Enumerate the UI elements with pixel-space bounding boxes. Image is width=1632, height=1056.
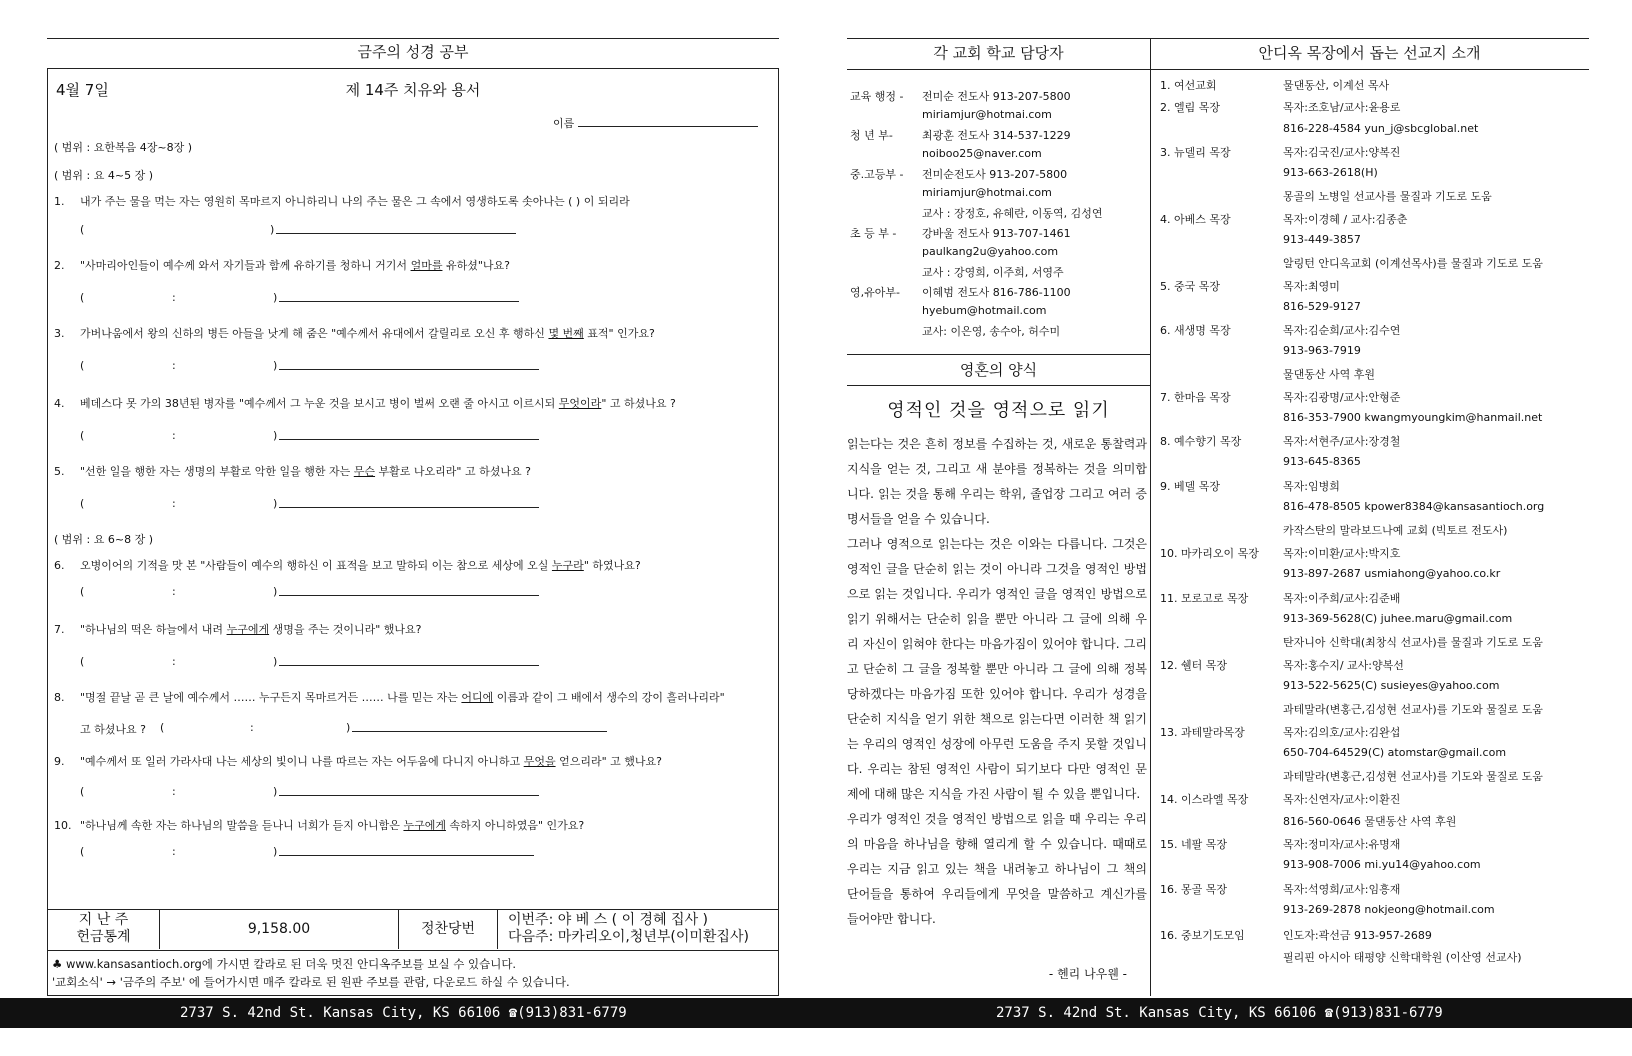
devotion-paragraph: 우리가 영적인 것을 영적인 방법으로 읽을 때 우리는 우리의 마음을 하나님을 향해 열리게 할 수 있습니다. 때때로 우리는 지금 읽고 있는 책을 내려놓고 하나님이 그 책의 단어들을 통하여 우리들에게 무엇을 말씀하고 계신가를 들어야만 합니다. — [847, 812, 1147, 926]
mission-note: 카작스탄의 말라보드나예 교회 (빅토르 전도사) — [1283, 524, 1508, 537]
mission-contact: 913-908-7006 mi.yu14@yahoo.com — [1283, 858, 1481, 871]
mission-entry: 6. 새생명 목장 목자:김순희/교사:김수연 — [1160, 324, 1401, 337]
question-1: 1. 내가 주는 물을 먹는 자는 영원히 목마르지 아니하리니 나의 주는 물은 그 속에서 영생하도록 솟아나는 ( ) 이 되리라 — [54, 195, 630, 208]
name-line — [578, 116, 758, 127]
teacher-staff: 교사 : 장정호, 유혜란, 이동역, 김성연 — [922, 207, 1103, 220]
devotion-body — [847, 432, 1147, 932]
teacher-entry: 초 등 부 - 강바울 전도사 913-707-1461 — [850, 227, 1071, 240]
offering-stats-row — [48, 909, 778, 951]
teacher-staff: 교사 : 강영희, 이주희, 서영주 — [922, 266, 1064, 279]
mission-entry: 13. 과테말라목장 목자:김의호/교사:김완섭 — [1160, 726, 1401, 739]
mission-contact: 913-449-3857 — [1283, 233, 1361, 246]
question-5: 5. "선한 일을 행한 자는 생명의 부활로 악한 일을 행한 자는 무슨 부활로 나오리라" 고 하셨나요 ? — [54, 465, 531, 478]
offering-amount: 9,158.00 — [247, 921, 311, 937]
mission-note: 물댄동산 사역 후원 — [1283, 368, 1376, 381]
footer-address-right: 2737 S. 42nd St. Kansas City, KS 66106 ☎(913)831-6779 — [996, 1005, 1443, 1021]
devotion-author: - 헨리 나우웬 - — [1048, 967, 1127, 981]
question-7: 7. "하나님의 떡은 하늘에서 내려 누구에게 생명을 주는 것이니라" 했나요? — [54, 623, 422, 636]
mission-entry: 8. 예수향기 목장 목자:서현주/교사:장경철 — [1160, 435, 1401, 448]
footer-address-left: 2737 S. 42nd St. Kansas City, KS 66106 ☎(913)831-6779 — [180, 1005, 627, 1021]
name-field[interactable] — [553, 115, 758, 131]
mission-entry: 11. 모로고로 목장 목자:이주희/교사:김준배 — [1160, 592, 1401, 605]
teacher-email: miriamjur@hotmai.com — [922, 186, 1052, 199]
mission-contact: 913-663-2618(H) — [1283, 166, 1378, 179]
teacher-email: paulkang2u@yahoo.com — [922, 245, 1059, 258]
devotion-paragraph: 읽는다는 것은 흔히 정보를 수집하는 것, 새로운 통찰력과 지식을 얻는 것, 그리고 새 분야를 정복하는 것을 의미합니다. 읽는 것을 통해 우리는 학위, 졸업장 그리고 여러 증명서들을 얻을 수 있습니다. — [847, 437, 1147, 526]
mission-note: 과테말라(변홍근,김성현 선교사)를 기도와 물질로 도움 — [1283, 770, 1543, 783]
devotion-section-title: 영혼의 양식 — [847, 354, 1150, 386]
question-9: 9. "예수께서 또 일러 가라사대 나는 세상의 빛이니 나를 따르는 자는 어두움에 다니지 아니하고 무엇을 얻으리라" 고 했나요? — [54, 755, 662, 768]
question-2: 2. "사마리아인들이 예수께 와서 자기들과 함께 유하기를 청하니 거기서 얼마를 유하셨"나요? — [54, 259, 510, 272]
mission-entry: 4. 아베스 목장 목자:이경혜 / 교사:김종춘 — [1160, 213, 1408, 226]
teacher-email: noiboo25@naver.com — [922, 147, 1042, 160]
meal-duty-schedule: 이번주: 야 베 스 ( 이 경혜 집사 ) 다음주: 마카리오이,청년부(이미환집사) — [508, 912, 749, 945]
name-label: 이름 — [553, 117, 575, 130]
mission-entry: 10. 마카리오이 목장 목자:이미환/교사:박지호 — [1160, 547, 1401, 560]
website-notice: ♣ www.kansasantioch.org에 가시면 칼라로 된 더욱 멋진 안디옥주보를 보실 수 있습니다. '교회소식' → '금주의 주보' 에 들어가시면 매주 칼라로 된 원판 주보를 관람, 다운로드 하실 수 있습니다. — [52, 957, 570, 989]
question-number: 1. — [54, 195, 65, 208]
question-3: 3. 가버나움에서 왕의 신하의 병든 아들을 낫게 해 줌은 "예수께서 유대에서 갈릴리로 오신 후 행하신 몇 번째 표적" 인가요? — [54, 327, 655, 340]
mission-contact: 913-369-5628(C) juhee.maru@gmail.com — [1283, 612, 1513, 625]
mission-contact: 816-478-8505 kpower8384@kansasantioch.org — [1283, 500, 1545, 513]
mission-contact: 816-560-0646 물댄동산 사역 후원 — [1283, 815, 1457, 828]
teacher-email: miriamjur@hotmai.com — [922, 108, 1052, 121]
teacher-email: hyebum@hotmail.com — [922, 304, 1047, 317]
mission-entry: 14. 이스라엘 목장 목자:신연자/교사:이환진 — [1160, 793, 1401, 806]
mission-note: 몽골의 노병일 선교사를 물질과 기도로 도움 — [1283, 190, 1492, 203]
column-divider — [1150, 38, 1151, 996]
mission-note: 과테말라(변홍근,김성현 선교사)를 기도와 물질로 도움 — [1283, 703, 1543, 716]
mission-entry: 16. 몽골 목장 목자:석영희/교사:임흥재 — [1160, 883, 1401, 896]
mission-entry: 3. 뉴델리 목장 목자:김국진/교사:양복진 — [1160, 146, 1401, 159]
range-label: ( 범위 : 요한복음 4장~8장 ) — [54, 141, 192, 154]
range-label: ( 범위 : 요 4~5 장 ) — [54, 169, 153, 182]
teacher-entry: 교육 행정 - 전미순 전도사 913-207-5800 — [850, 90, 1071, 103]
question-6: 6. 오병이어의 기적을 맛 본 "사람들이 예수의 행하신 이 표적을 보고 말하되 이는 참으로 세상에 오실 누구라" 하였나요? — [54, 559, 641, 572]
question-4: 4. 베데스다 못 가의 38년된 병자를 "예수께서 그 누운 것을 보시고 병이 벌써 오랜 줄 아시고 이르시되 무엇이라" 고 하셨나요 ? — [54, 397, 676, 410]
teacher-entry: 중.고등부 - 전미순전도사 913-207-5800 — [850, 168, 1068, 181]
mission-entry: 16. 중보기도모임 인도자:곽선금 913-957-2689 — [1160, 929, 1432, 942]
mission-note: 탄자니아 신학대(최창식 선교사)를 물질과 기도로 도움 — [1283, 636, 1543, 649]
mission-entry: 7. 한마음 목장 목자:김광명/교사:안형준 — [1160, 391, 1401, 404]
mission-contact: 913-269-2878 nokjeong@hotmail.com — [1283, 903, 1495, 916]
mission-contact: 913-645-8365 — [1283, 455, 1361, 468]
quiz-heading: 제 14주 치유와 용서 — [345, 81, 481, 99]
teacher-entry: 영,유아부- 이혜범 전도사 816-786-1100 — [850, 286, 1071, 299]
devotion-paragraph: 그러나 영적으로 읽는다는 것은 이와는 다릅니다. 그것은 영적인 글을 단순히 읽는 것이 아니라 그것을 영적인 방법으로 읽는 것입니다. 우리가 영적인 글을 영적인 방법으로 읽기 위해서는 단순히 읽을 뿐만 아니라 그 글에 의해 우리 자신이 읽혀야 한다는 마음가짐이 있어야 합니다. 그리고 단순히 그 글을 정복할 뿐만 아니라 그 글에 의해 정복당하겠다는 마음가짐 또한 있어야 합니다. 우리가 성경을 단순히 지식을 얻기 위한 책으로 읽는다면 이러한 책 읽기는 우리의 영적인 성장에 아무런 도움을 주지 못할 것입니다. 우리는 참된 영적인 사람이 되기보다 다만 영적인 문제에 대해 많은 지식을 가진 사람이 될 수 있을 뿐입니다. — [847, 537, 1147, 801]
mission-entry: 9. 베델 목장 목자:임병희 — [1160, 480, 1340, 493]
mission-entry: 1. 여선교회 물댄동산, 이계선 목사 — [1160, 79, 1390, 92]
question-10: 10. "하나님께 속한 자는 하나님의 말씀을 듣나니 너희가 듣지 아니함은 누구에게 속하지 아니하였음" 인가요? — [54, 819, 585, 832]
mission-entry: 2. 엘림 목장 목자:조호남/교사:윤용로 — [1160, 101, 1401, 114]
mission-note: 알링턴 안디옥교회 (이계선목사)를 물질과 기도로 도움 — [1283, 257, 1543, 270]
bible-study-quiz: 4월 7일 제 14주 치유와 용서 이름 ( 범위 : 요한복음 4장~8장 ) ( 범위 : 요 4~5 장 ) 1. 내가 주는 물을 먹는 자는 영원히 목마르지 아니하리니 나의 주는 물은 그 속에서 영생하도록 솟아나는 ( ) 이 되리라 ( ) 2. "사마리아인들이 예수께 와서 자기들과 함께 유하기를 청하니 거기서 얼마를 유하셨"나요? ( : ) 3. 가버나움에서 왕의 신하의 병든 아들을 낫게 해 줌은 "예수께서 유대에서 갈릴리로 오신 후 행하신 몇 번째 표적" 인가요? ( : ) 4. 베데스다 못 가의 38년된 병자를 "예수께서 그 누운 것을 보시고 병이 벌써 오랜 줄 아시고 이르시되 무엇이라" 고 하셨나요 ? ( : ) 5. "선한 일을 행한 자는 생명의 부활로 악한 일을 행한 자는 무슨 부활로 나오리라" 고 하셨나요 ? ( : ) ( 범위 : 요 6~8 장 ) 6. 오병이어의 기적을 맛 본 "사람들이 예수의 행하신 이 표적을 보고 말하되 이는 참으로 세상에 오실 누구라" 하였나요? ( : ) 7. "하나님의 떡은 하늘에서 내려 누구에게 생명을 주는 것이니라" 했나요? ( : ) 8. "명절 끝날 곧 큰 날에 예수께서 …… 누구든지 목마르거든 …… 나를 믿는 자는 어디에 이름과 같이 그 배에서 생수의 강이 흘러나리라" 고 하셨나요 ? ( : ) 9. "예수께서 또 일러 가라사대 나는 세상의 빛이니 나를 따르는 자는 어두움에 다니지 아니하고 무엇을 얻으리라" 고 했나요? ( : ) 10. "하나님께 속한 자는 하나님의 말씀을 듣나니 너희가 듣지 아니함은 누구에게 속하지 아니하였음" 인가요? ( : ) 지 난 주 헌금통계 9,158.00 정찬당번 이번주: 야 베 스 ( 이 경혜 집사 ) 다음주: 마카리오이,청년부(이미환집사) ♣ www.kansasantioch.org에 가시면 칼라로 된 더욱 멋진 안디옥주보를 보실 수 있습니다. '교회소식' → '금주의 주보' 에 들어가시면 매주 칼라로 된 원판 주보를 관람, 다운로드 하실 수 있습니다. — [47, 68, 779, 996]
bible-study-section-title: 금주의 성경 공부 — [47, 38, 779, 62]
teachers-section-title: 각 교회 학교 담당자 — [847, 38, 1150, 70]
meal-duty-label: 정찬당번 — [398, 910, 498, 949]
quiz-date: 4월 7일 — [56, 81, 109, 99]
missions-section-title: 안디옥 목장에서 돕는 선교지 소개 — [1150, 38, 1589, 70]
mission-entry: 5. 중국 목장 목자:최영미 — [1160, 280, 1340, 293]
mission-entry: 12. 쉘터 목장 목자:홍수지/ 교사:양복선 — [1160, 659, 1404, 672]
mission-contact: 913-963-7919 — [1283, 344, 1361, 357]
mission-contact: 816-353-7900 kwangmyoungkim@hanmail.net — [1283, 411, 1543, 424]
teacher-staff: 교사: 이은영, 송수아, 허수미 — [922, 325, 1061, 338]
question-8: 8. "명절 끝날 곧 큰 날에 예수께서 …… 누구든지 목마르거든 …… 나를 믿는 자는 어디에 이름과 같이 그 배에서 생수의 강이 흘러나리라" — [54, 691, 725, 704]
mission-contact: 816-529-9127 — [1283, 300, 1361, 313]
mission-contact: 816-228-4584 yun_j@sbcglobal.net — [1283, 122, 1479, 135]
offering-stats-label: 지 난 주 헌금통계 — [48, 910, 160, 949]
mission-note: 필리핀 아시아 태평양 신학대학원 (이산영 선교사) — [1283, 951, 1522, 964]
devotion-heading: 영적인 것을 영적으로 읽기 — [887, 400, 1110, 421]
mission-contact: 913-522-5625(C) susieyes@yahoo.com — [1283, 679, 1500, 692]
range-label: ( 범위 : 요 6~8 장 ) — [54, 533, 153, 546]
teacher-entry: 청 년 부- 최광훈 전도사 314-537-1229 — [850, 129, 1071, 142]
mission-contact: 650-704-64529(C) atomstar@gmail.com — [1283, 746, 1507, 759]
mission-contact: 913-897-2687 usmiahong@yahoo.co.kr — [1283, 567, 1501, 580]
mission-entry: 15. 네팔 목장 목자:정미자/교사:유명재 — [1160, 838, 1401, 851]
